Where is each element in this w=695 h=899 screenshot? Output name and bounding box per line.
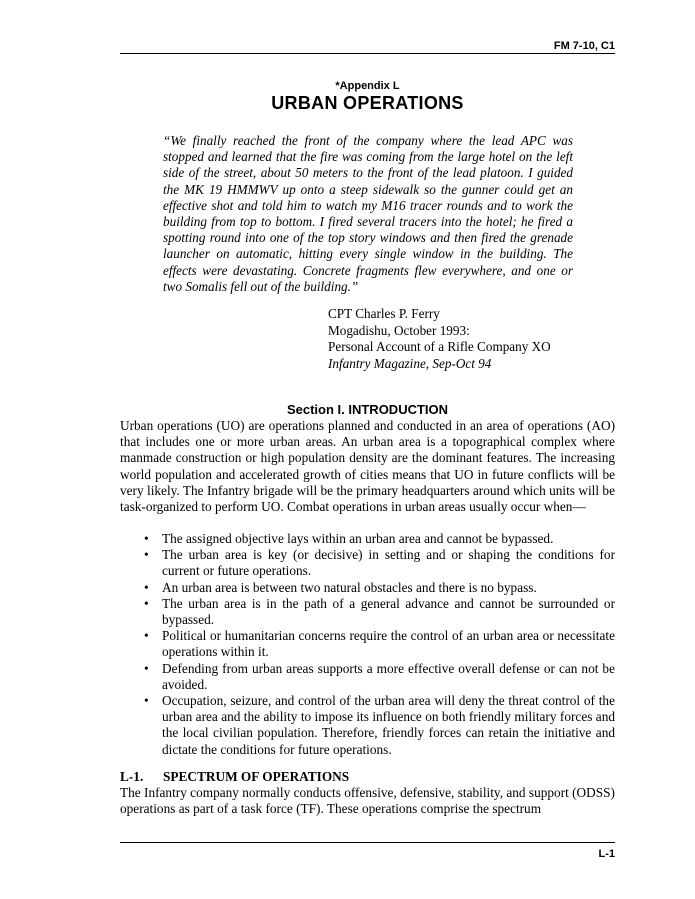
list-item <box>120 693 615 758</box>
bullet-icon: • <box>144 595 149 611</box>
paragraph-title: SPECTRUM OF OPERATIONS <box>163 769 350 784</box>
list-item-text: The urban area is in the path of a general advance and cannot be surrounded or bypassed. <box>162 595 615 628</box>
paragraph-heading <box>120 769 349 785</box>
bullet-icon: • <box>144 628 149 644</box>
list-item <box>120 531 615 547</box>
epigraph-quote: “We finally reached the front of the company where the lead APC was stopped and learned that the fire was coming from the large hotel on the left side of the street, about 50 meters to the front of the lead platoon. I guided the MK 19 HMMWV up onto a steep sidewalk so the gunner could get an effective shot and told him to watch my M16 tracer rounds and to work the building from top to bottom. I fired several tracers into the hotel; he fired a spotting round into one of the top story windows and then fired the grenade launcher on automatic, hitting every single window in the building. The effects were devastating. Concrete fragments flew everywhere, and one or two Somalis fell out of the building.” <box>163 133 573 294</box>
quote-attribution <box>328 306 551 372</box>
paragraph-number: L-1. <box>120 769 144 784</box>
appendix-label: *Appendix L <box>335 80 400 92</box>
attribution-source: Personal Account of a Rifle Company XO <box>328 339 551 355</box>
section-heading <box>120 402 615 417</box>
bullet-icon: • <box>144 693 149 709</box>
list-item-text: Defending from urban areas supports a more effective overall defense or can not be avoided. <box>162 660 615 692</box>
bullet-icon: • <box>144 531 149 546</box>
list-item-text: Occupation, seizure, and control of the urban area will deny the threat control of the urban area and the ability to impose its influence on both friendly military forces and the local civilian population. Therefore, friendly forces can retain the initiative and dictate the conditions for future operations. <box>162 693 615 757</box>
intro-paragraph: Urban operations (UO) are operations planned and conducted in an area of operations (AO) that includes one or more urban areas. An urban area is a topographical complex where manmade construction or high population density are the dominant features. The increasing world population and accelerated growth of cities means that UO in future conflicts will be very likely. The Infantry brigade will be the primary headquarters around which units will be task-organized to perform UO. Combat operations in urban areas usually occur when— <box>120 418 615 515</box>
list-item <box>120 628 615 660</box>
paragraph-body: The Infantry company normally conducts offensive, defensive, stability, and support (ODSS) operations as part of a task force (TF). These operations comprise the spectrum <box>120 785 615 817</box>
bullet-icon: • <box>144 547 149 563</box>
attribution-place-date: Mogadishu, October 1993: <box>328 322 470 338</box>
list-item <box>120 661 615 693</box>
bullet-list <box>120 531 615 758</box>
section-heading-title: INTRODUCTION <box>348 402 449 417</box>
footer-rule <box>120 842 615 843</box>
list-item-text: The assigned objective lays within an urban area and cannot be bypassed. <box>162 531 554 546</box>
header-rule <box>120 53 615 54</box>
list-item <box>120 547 615 579</box>
bullet-icon: • <box>144 579 149 595</box>
page-number: L-1 <box>598 848 615 860</box>
attribution-publication: Infantry Magazine, Sep-Oct 94 <box>328 355 492 371</box>
list-item <box>120 580 615 596</box>
list-item-text: Political or humanitarian concerns require the control of an urban area or necessitate operations within it. <box>162 628 615 660</box>
attribution-name: CPT Charles P. Ferry <box>328 306 440 321</box>
section-heading-prefix: Section I. <box>286 402 349 417</box>
bullet-icon: • <box>144 660 149 676</box>
list-item-text: An urban area is between two natural obstacles and there is no bypass. <box>162 579 537 595</box>
header-label: FM 7-10, C1 <box>553 40 615 52</box>
list-item <box>120 596 615 628</box>
list-item-text: The urban area is key (or decisive) in setting and or shaping the conditions for current or future operations. <box>162 547 615 579</box>
page-title: URBAN OPERATIONS <box>271 93 464 113</box>
